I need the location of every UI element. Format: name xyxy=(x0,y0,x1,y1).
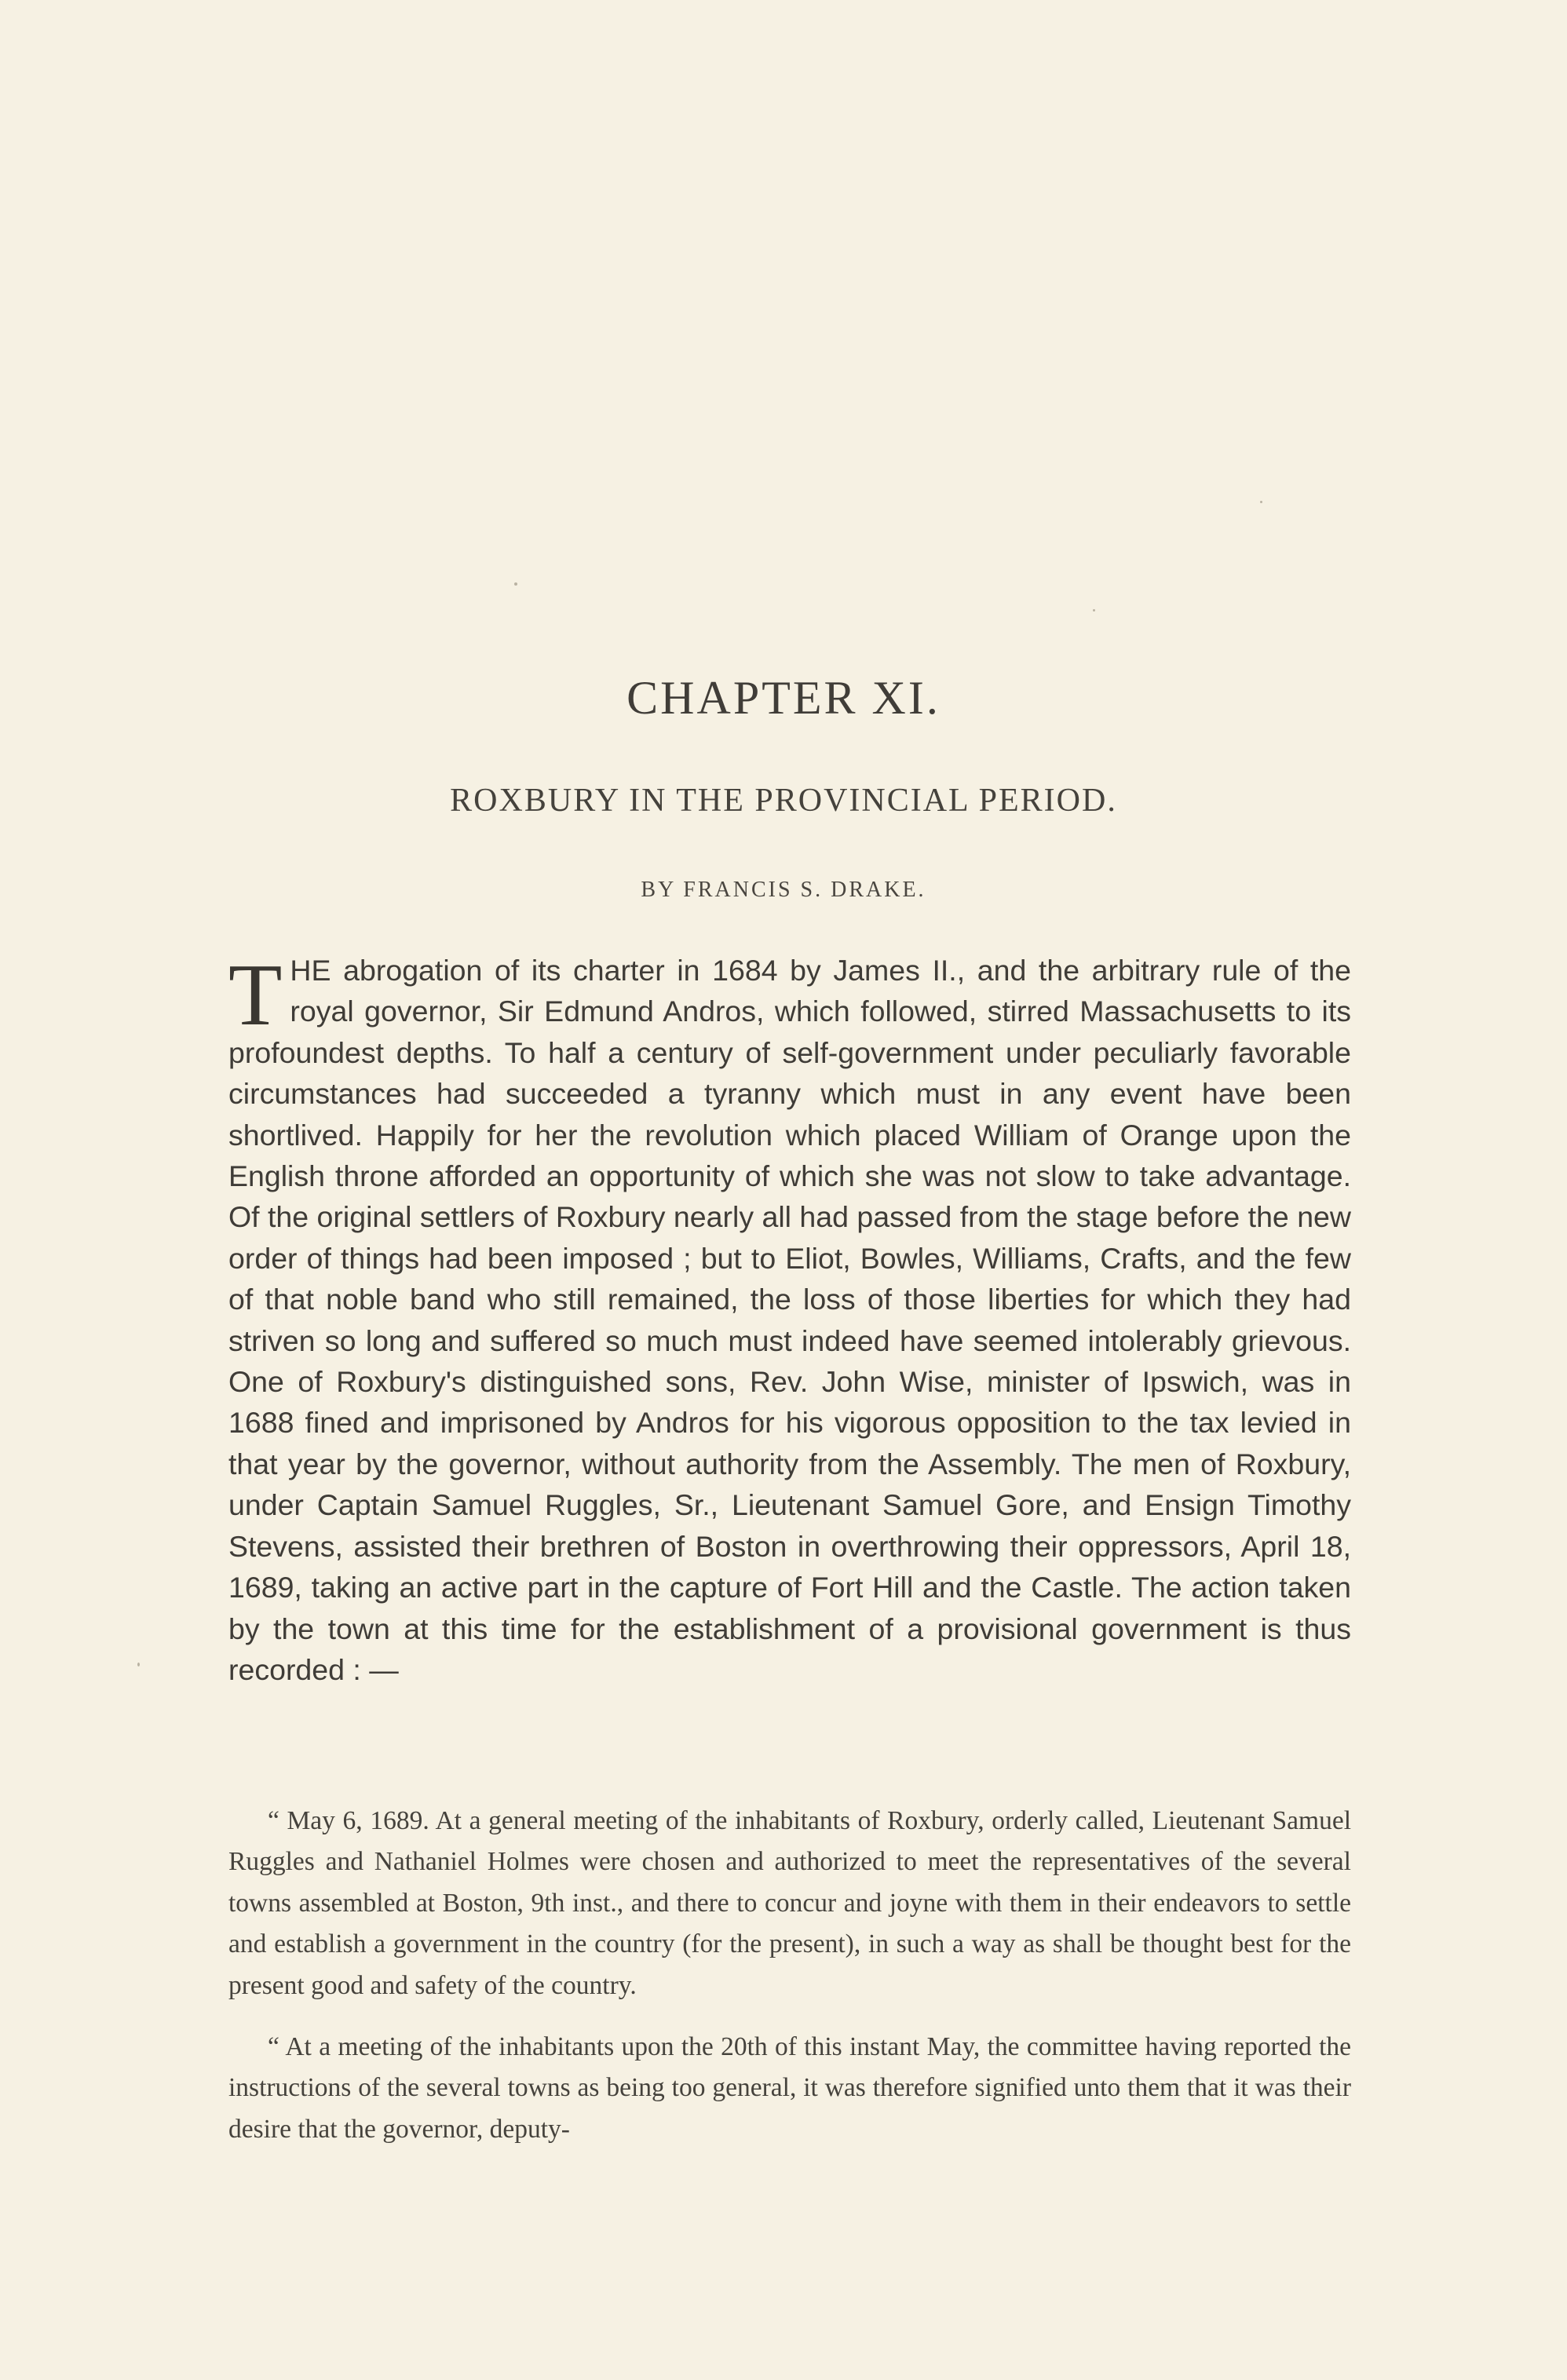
paper-speck xyxy=(1260,501,1262,503)
chapter-title: CHAPTER XI. xyxy=(626,672,941,724)
paper-speck xyxy=(1093,609,1095,611)
body-paragraph xyxy=(228,947,1351,1690)
drop-cap: T xyxy=(228,947,283,1044)
body-paragraph-text: HE abrogation of its charter in 1684 by James II., and the arbitrary rule of the royal governor, Sir Edmund Andros, which followed, stirred Massachusetts to its profoundest depths. To half a century of self-government under peculiarly favorable circumstances had succeeded a tyranny which must in any event have been shortlived. Happily for her the revolution which placed William of Orange upon the English throne afforded an opportunity of which she was not slow to take advantage. Of the original settlers of Roxbury nearly all had passed from the stage before the new order of things had been imposed ; but to Eliot, Bowles, Williams, Crafts, and the few of that noble band who still remained, the loss of those liberties for which they had striven so long and suffered so much must indeed have seemed intolerably grievous. One of Roxbury's distinguished sons, Rev. John Wise, minister of Ipswich, was in 1688 fined and imprisoned by Andros for his vigorous opposition to the tax levied in that year by the governor, without authority from the Assembly. The men of Roxbury, under Captain Samuel Ruggles, Sr., Lieutenant Samuel Gore, and Ensign Timothy Stevens, assisted their brethren of Boston in overthrowing their oppressors, April 18, 1689, taking an active part in the capture of Fort Hill and the Castle. The action taken by the town at this time for the establishment of a provisional government is thus recorded : — xyxy=(228,954,1351,1686)
author-byline: BY FRANCIS S. DRAKE. xyxy=(641,878,926,902)
quoted-record-1: “ May 6, 1689. At a general meeting of the inhabitants of Roxbury, orderly called, Lieutenant Samuel Ruggles and Nathaniel Holmes were chosen and authorized to meet the representatives of the several towns assembled at Boston, 9th inst., and there to concur and joyne with them in their endeavors to settle and establish a government in the country (for the present), in such a way as shall be thought best for the present good and safety of the country. xyxy=(228,1806,1351,2000)
paper-speck xyxy=(137,1663,140,1666)
quoted-record-2: “ At a meeting of the inhabitants upon the 20th of this instant May, the committee having reported the instructions of the several towns as being too general, it was therefore signified unto them that it was their desire that the governor, deputy- xyxy=(228,2032,1351,2144)
chapter-subtitle: ROXBURY IN THE PROVINCIAL PERIOD. xyxy=(450,783,1117,819)
paper-speck xyxy=(514,582,517,586)
